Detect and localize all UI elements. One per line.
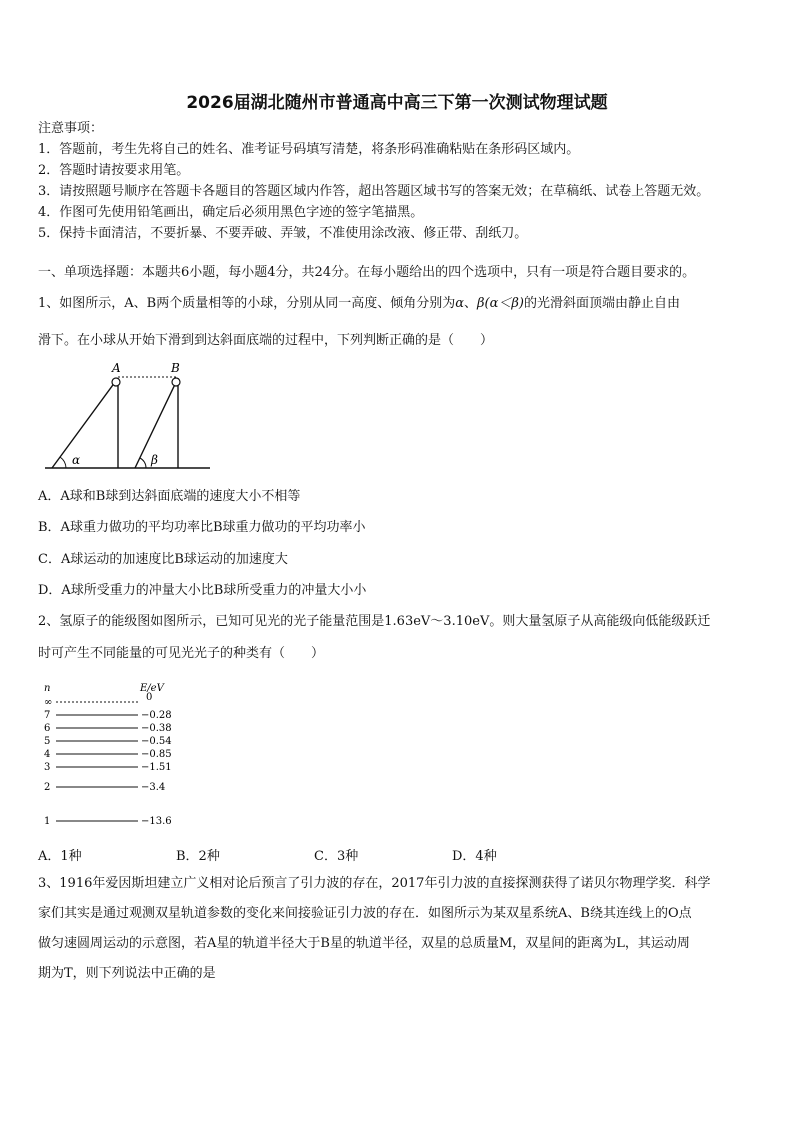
q1-option-c: C．A球运动的加速度比B球运动的加速度大 bbox=[38, 552, 288, 567]
q1-stem-text: 1、如图所示，A、B两个质量相等的小球，分别从同一高度、倾角分别为 bbox=[38, 296, 456, 311]
level-n-label: 6 bbox=[44, 723, 51, 734]
ball-b bbox=[172, 378, 180, 386]
q1-incline-figure bbox=[40, 360, 215, 475]
level-energy-label: −0.28 bbox=[141, 710, 172, 721]
q2-stem-line2: 时可产生不同能量的可见光光子的种类有（ ） bbox=[38, 646, 325, 661]
angle-beta-arc bbox=[140, 458, 146, 468]
level-energy-label: −1.51 bbox=[141, 762, 172, 773]
q1-stem-text: 的光滑斜面顶端由静止自由 bbox=[523, 296, 680, 311]
level-energy-label: −0.38 bbox=[141, 723, 172, 734]
level-energy-label: −13.6 bbox=[141, 816, 172, 827]
q2-option-c: C．3种 bbox=[314, 849, 359, 864]
section-heading: 一、单项选择题：本题共6小题，每小题4分，共24分。在每小题给出的四个选项中，只有一项是符合题目要求的。 bbox=[38, 265, 696, 280]
level-n-label: 1 bbox=[44, 816, 51, 827]
q1-option-a: A．A球和B球到达斜面底端的速度大小不相等 bbox=[38, 489, 301, 504]
q2-stem-line1 bbox=[38, 614, 710, 630]
n-axis-label: n bbox=[44, 683, 51, 694]
angle-beta-label: β bbox=[151, 453, 158, 467]
q1-stem-line1 bbox=[38, 296, 680, 312]
note-item: 5．保持卡面清洁，不要折暴、不要弄破、弄皱，不准使用涂改液、修正带、刮纸刀。 bbox=[38, 226, 528, 241]
level-n-label: 2 bbox=[44, 782, 51, 793]
q2-option-b: B．2种 bbox=[176, 849, 220, 864]
level-n-label: 4 bbox=[44, 749, 51, 760]
incline-a-slope bbox=[52, 378, 118, 468]
q2-option-a: A．1种 bbox=[38, 849, 82, 864]
level-energy-label: 0 bbox=[146, 692, 153, 703]
q1-option-d: D．A球所受重力的冲量大小比B球所受重力的冲量大小小 bbox=[38, 583, 367, 598]
note-item: 3．请按照题号顺序在答题卡各题目的答题区域内作答，超出答题区域书写的答案无效；在草稿纸、试卷上答题无效。 bbox=[38, 184, 710, 199]
level-energy-label: −0.54 bbox=[141, 736, 172, 747]
q3-stem-line: 做匀速圆周运动的示意图，若A星的轨道半径大于B星的轨道半径，双星的总质量M，双星间的距离为L，其运动周 bbox=[38, 936, 690, 951]
label-b: B bbox=[171, 361, 180, 375]
q1-stem-line2: 滑下。在小球从开始下滑到到达斜面底端的过程中，下列判断正确的是（ ） bbox=[38, 333, 494, 348]
note-item: 1．答题前，考生先将自己的姓名、准考证号码填写清楚，将条形码准确粘贴在条形码区域内。 bbox=[38, 142, 580, 157]
q3-stem-line: 3、1916年爱因斯坦建立广义相对论后预言了引力波的存在，2017年引力波的直接探测获得了诺贝尔物理学奖．科学 bbox=[38, 876, 711, 891]
level-n-label: 3 bbox=[44, 762, 51, 773]
angle-alpha-label: α bbox=[72, 453, 81, 467]
q1-alpha: α bbox=[455, 296, 464, 311]
q3-stem-line: 期为T，则下列说法中正确的是 bbox=[38, 966, 216, 981]
energy-axis-label: E/eV bbox=[140, 683, 164, 694]
label-a: A bbox=[112, 361, 121, 375]
q1-sep: 、 bbox=[464, 296, 478, 311]
level-energy-label: −3.4 bbox=[141, 782, 166, 793]
note-item: 2．答题时请按要求用笔。 bbox=[38, 163, 190, 178]
note-item: 4．作图可先使用铅笔画出，确定后必须用黑色字迹的签字笔描黑。 bbox=[38, 205, 424, 220]
angle-alpha-arc bbox=[60, 457, 66, 468]
q2-option-d: D．4种 bbox=[452, 849, 497, 864]
q1-option-b: B．A球重力做功的平均功率比B球重力做功的平均功率小 bbox=[38, 520, 366, 535]
q2-stem-text: 2、氢原子的能级图如图所示，已知可见光的光子能量范围是 bbox=[38, 614, 385, 629]
level-energy-label: −0.85 bbox=[141, 749, 172, 760]
level-n-label: ∞ bbox=[44, 697, 53, 708]
level-n-label: 7 bbox=[44, 710, 51, 721]
level-n-label: 5 bbox=[44, 736, 51, 747]
page-title: 2026届湖北随州市普通高中高三下第一次测试物理试题 bbox=[186, 93, 608, 113]
notes-heading: 注意事项： bbox=[38, 121, 104, 136]
q2-stem-text: 。则大量氢原子从高能级向低能级跃迁 bbox=[489, 614, 711, 629]
ball-a bbox=[112, 378, 120, 386]
q1-beta-expr: β(α＜β) bbox=[477, 296, 524, 311]
energy-levels bbox=[44, 692, 172, 827]
q3-stem-line: 家们其实是通过观测双星轨道参数的变化来间接验证引力波的存在．如图所示为某双星系统A、B绕其连线上的O点 bbox=[38, 906, 692, 921]
q2-energy-level-diagram bbox=[40, 678, 190, 833]
q2-energy-range: 1.63eV～3.10eV bbox=[384, 614, 490, 629]
